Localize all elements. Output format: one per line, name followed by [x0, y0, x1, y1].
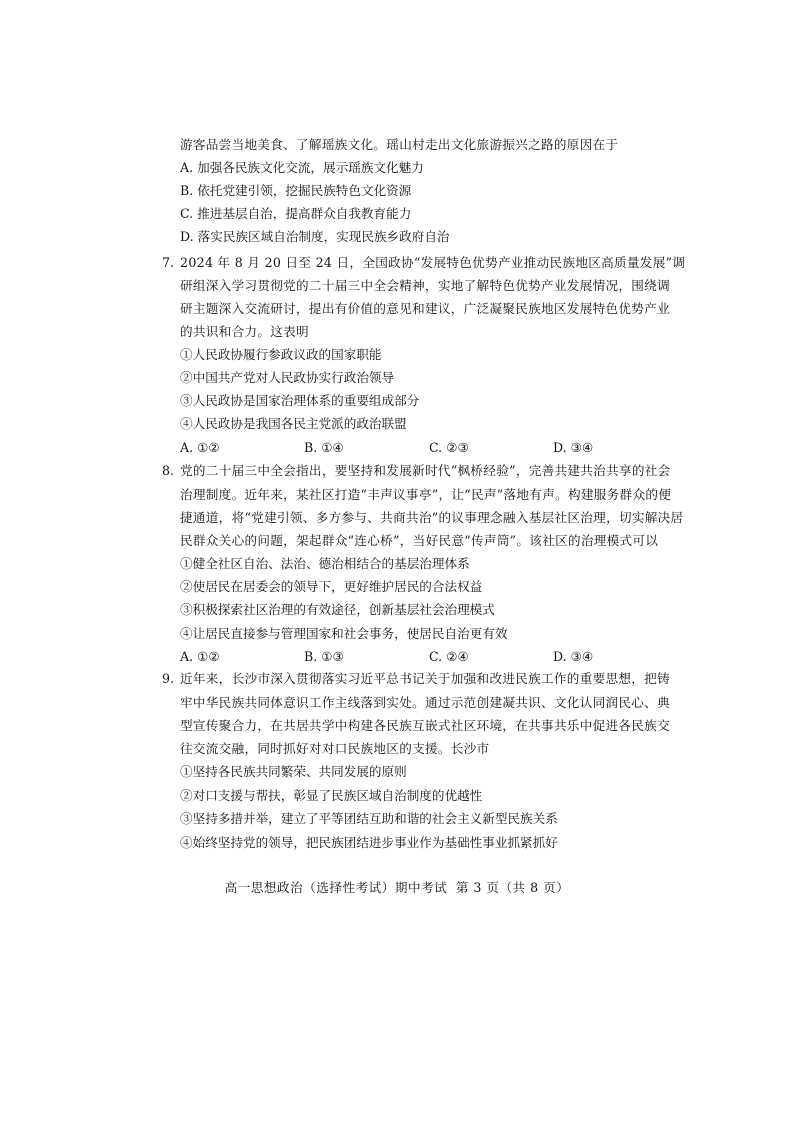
q7-choice-d: D. ③④ [553, 440, 594, 455]
q6-stem-tail: 游客品尝当地美食、了解瑶族文化。瑶山村走出文化旅游振兴之路的原因在于 [180, 137, 619, 152]
q8-stem-line: 党的二十届三中全会指出，要坚持和发展新时代“枫桥经验”，完善共建共治共享的社会 [180, 463, 671, 478]
q6-option-c: C. 推进基层自治，提高群众自我教育能力 [180, 206, 412, 221]
q9-number: 9. [162, 671, 175, 686]
q7-statement-4: ④人民政协是我国各民主党派的政治联盟 [180, 416, 407, 431]
q7-stem-line: 的共识和合力。这表明 [180, 324, 309, 339]
q7-stem-line: 2024 年 8 月 20 日至 24 日，全国政协“发展特色优势产业推动民族地区高质量发展”调 [180, 255, 686, 270]
footer-page-number: 第 3 页（共 8 页） [455, 880, 570, 895]
q7-number: 7. [162, 255, 175, 270]
q6-option-b: B. 依托党建引领，挖掘民族特色文化资源 [180, 183, 412, 198]
q9-stem-line: 近年来，长沙市深入贯彻落实习近平总书记关于加强和改进民族工作的重要思想，把铸 [180, 671, 670, 686]
q9-statement-1: ①坚持各民族共同繁荣、共同发展的原则 [180, 764, 407, 779]
q7-statement-3: ③人民政协是国家治理体系的重要组成部分 [180, 393, 420, 408]
q6-option-a: A. 加强各民族文化交流，展示瑶族文化魅力 [180, 160, 424, 175]
q8-statement-4: ④让居民直接参与管理国家和社会事务，使居民自治更有效 [180, 626, 508, 641]
q7-choice-a: A. ①② [180, 440, 220, 455]
q8-stem-line: 民群众关心的问题，架起群众“连心桥”，当好民意“传声筒”。该社区的治理模式可以 [180, 533, 659, 548]
q9-stem-line: 型宣传聚合力，在共居共学中构建各民族互嵌式社区环境，在共事共乐中促进各民族交 [180, 718, 670, 733]
q9-statement-4: ④始终坚持党的领导，把民族团结进步事业作为基础性事业抓紧抓好 [180, 835, 558, 850]
q8-stem-line: 治理制度。近年来，某社区打造“丰声议事亭”，让“民声”落地有声。构建服务群众的便 [180, 487, 672, 502]
q9-statement-3: ③坚持多措并举，建立了平等团结互助和谐的社会主义新型民族关系 [180, 811, 558, 826]
q7-statement-2: ②中国共产党对人民政协实行政治领导 [180, 370, 395, 385]
q9-stem-line: 往交流交融，同时抓好对对口民族地区的支援。长沙市 [180, 741, 490, 756]
page-footer [0, 877, 794, 896]
q6-option-d: D. 落实民族区域自治制度，实现民族乡政府自治 [180, 229, 450, 244]
q8-choice-b: B. ①③ [304, 649, 344, 664]
q8-number: 8. [162, 463, 175, 478]
q9-statement-2: ②对口支援与帮扶，彰显了民族区域自治制度的优越性 [180, 788, 483, 803]
q7-statement-1: ①人民政协履行参政议政的国家职能 [180, 347, 382, 362]
q8-choice-d: D. ③④ [553, 649, 594, 664]
q7-choice-b: B. ①④ [304, 440, 344, 455]
q8-statement-3: ③积极探索社区治理的有效途径，创新基层社会治理模式 [180, 602, 495, 617]
q7-stem-line: 研主题深入交流研讨，提出有价值的意见和建议，广泛凝聚民族地区发展特色优势产业 [180, 301, 670, 316]
q8-choice-a: A. ①② [180, 649, 220, 664]
q8-stem-line: 捷通道，将“党建引领、多方参与、共商共治”的议事理念融入基层社区治理，切实解决居 [180, 510, 684, 525]
q7-stem-line: 研组深入学习贯彻党的二十届三中全会精神，实地了解特色优势产业发展情况，围绕调 [180, 278, 670, 293]
q7-choice-c: C. ②③ [429, 440, 469, 455]
footer-exam-title: 高一思想政治（选择性考试）期中考试 [224, 880, 448, 895]
q8-statement-1: ①健全社区自治、法治、德治相结合的基层治理体系 [180, 556, 470, 571]
q8-choice-c: C. ②④ [429, 649, 469, 664]
q8-statement-2: ②使居民在居委会的领导下，更好维护居民的合法权益 [180, 579, 483, 594]
q9-stem-line: 牢中华民族共同体意识工作主线落到实处。通过示范创建凝共识、文化认同润民心、典 [180, 695, 670, 710]
